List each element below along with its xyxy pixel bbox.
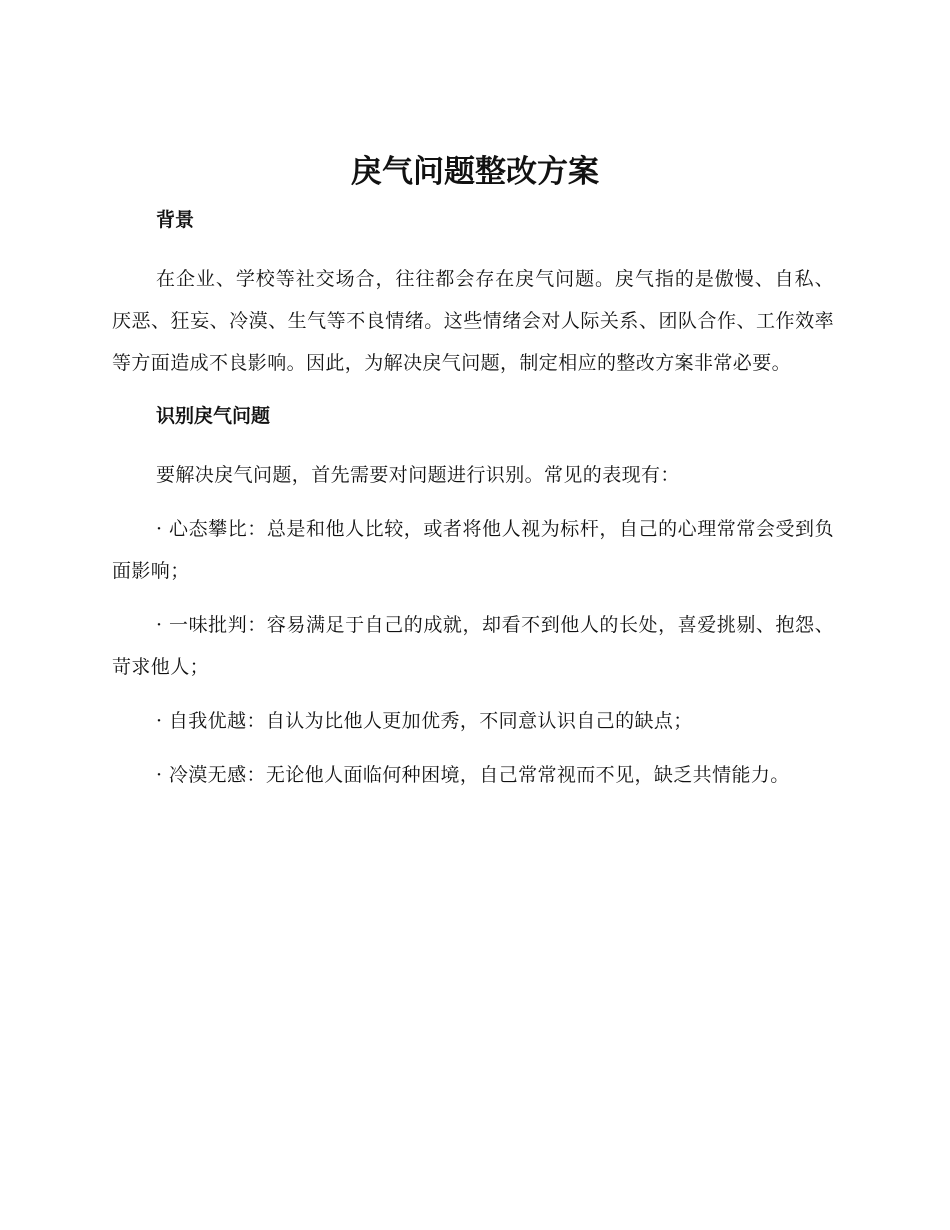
document-title: 戾气问题整改方案	[351, 154, 599, 190]
list-item-criticism: · 一味批判：容易满足于自己的成就，却看不到他人的长处，喜爱挑剔、抱怨、苛求他人；	[112, 614, 834, 678]
document-body	[112, 204, 834, 796]
section-heading-background: 背景	[156, 209, 195, 231]
identify-intro-paragraph: 要解决戾气问题，首先需要对问题进行识别。常见的表现有：	[156, 464, 680, 486]
list-item-superiority: · 自我优越：自认为比他人更加优秀，不同意认识自己的缺点；	[156, 710, 693, 732]
background-paragraph: 在企业、学校等社交场合，往往都会存在戾气问题。戾气指的是傲慢、自私、厌恶、狂妄、冷漠、生气等不良情绪。这些情绪会对人际关系、团队合作、工作效率等方面造成不良影响。因此，为解决戾气问题，制定相应的整改方案非常必要。	[112, 268, 834, 374]
section-heading-identify: 识别戾气问题	[156, 405, 271, 427]
list-item-comparison: · 心态攀比：总是和他人比较，或者将他人视为标杆，自己的心理常常会受到负面影响；	[112, 518, 834, 582]
list-item-indifference: · 冷漠无感：无论他人面临何种困境，自己常常视而不见，缺乏共情能力。	[156, 764, 790, 786]
